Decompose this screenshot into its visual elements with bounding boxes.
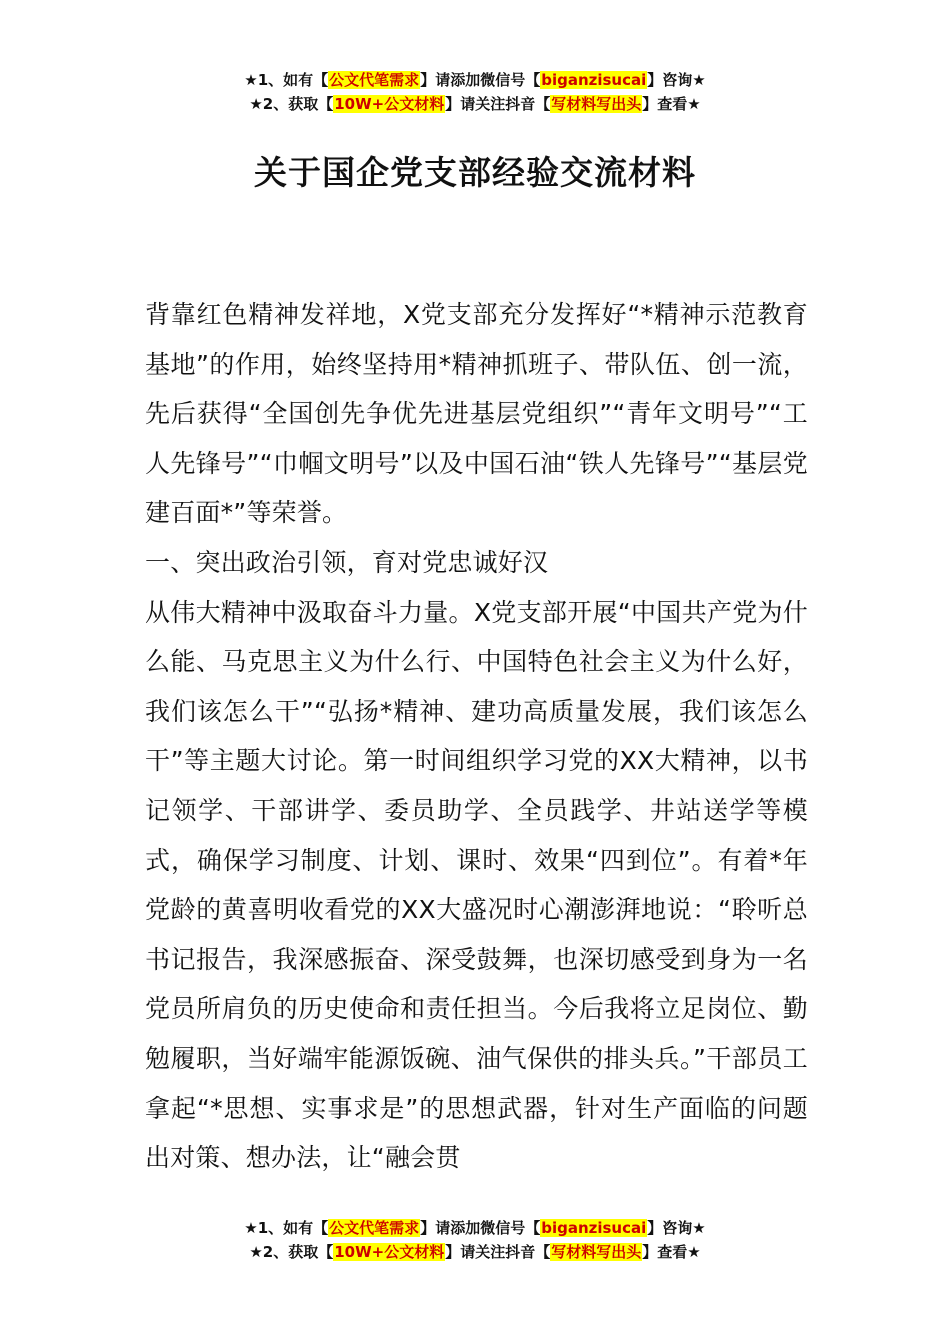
highlight-douyin: 写材料写出头 — [551, 1243, 642, 1261]
paragraph-intro: 背靠红色精神发祥地，X党支部充分发挥好“*精神示范教育基地”的作用，始终坚持用*精神抓班子、带队伍、创一流，先后获得“全国创先争优先进基层党组织”“青年文明号”“工人先锋号”“巾帼文明号”以及中国石油“铁人先锋号”“基层党建百面*”等荣誉。 — [145, 300, 808, 528]
banner-text: ★2、获取【 — [249, 95, 334, 113]
banner-text: 】查看★ — [642, 95, 701, 113]
banner-line-2 — [0, 92, 950, 116]
banner-text: 】请关注抖音【 — [445, 95, 551, 113]
banner-text: 】请添加微信号【 — [420, 71, 541, 89]
banner-text: 】查看★ — [642, 1243, 701, 1261]
banner-line-2 — [0, 1240, 950, 1264]
document-title: 关于国企党支部经验交流材料 — [254, 153, 696, 192]
header-banner — [0, 68, 950, 116]
banner-text: ★1、如有【 — [244, 71, 329, 89]
banner-text: 】请添加微信号【 — [420, 1219, 541, 1237]
highlight-service: 公文代笔需求 — [329, 71, 420, 89]
banner-text: 】咨询★ — [647, 1219, 706, 1237]
highlight-douyin: 写材料写出头 — [551, 95, 642, 113]
highlight-service: 公文代笔需求 — [329, 1219, 420, 1237]
banner-text: 】咨询★ — [647, 71, 706, 89]
highlight-materials: 10W+公文材料 — [334, 1243, 445, 1261]
section-heading: 一、突出政治引领，育对党忠诚好汉 — [145, 547, 549, 577]
paragraph-section-1: 从伟大精神中汲取奋斗力量。X党支部开展“中国共产党为什么能、马克思主义为什么行、中国特色社会主义为什么好，我们该怎么干”“弘扬*精神、建功高质量发展，我们该怎么干”等主题大讨论。第一时间组织学习党的XX大精神，以书记领学、干部讲学、委员助学、全员践学、井站送学等模式，确保学习制度、计划、课时、效果“四到位”。有着*年党龄的黄喜明收看党的XX大盛况时心潮澎湃地说：“聆听总书记报告，我深感振奋、深受鼓舞，也深切感受到身为一名党员所肩负的历史使命和责任担当。今后我将立足岗位、勤勉履职，当好端牢能源饭碗、油气保供的排头兵。”干部员工拿起“*思想、实事求是”的思想武器，针对生产面临的问题出对策、想办法，让“融会贯 — [145, 597, 808, 1173]
highlight-materials: 10W+公文材料 — [334, 95, 445, 113]
footer-banner — [0, 1216, 950, 1264]
banner-line-1 — [0, 1216, 950, 1240]
document-body — [145, 290, 808, 1183]
highlight-wechat-id: biganzisucai — [541, 1219, 647, 1237]
banner-line-1 — [0, 68, 950, 92]
highlight-wechat-id: biganzisucai — [541, 71, 647, 89]
banner-text: ★2、获取【 — [249, 1243, 334, 1261]
banner-text: 】请关注抖音【 — [445, 1243, 551, 1261]
banner-text: ★1、如有【 — [244, 1219, 329, 1237]
